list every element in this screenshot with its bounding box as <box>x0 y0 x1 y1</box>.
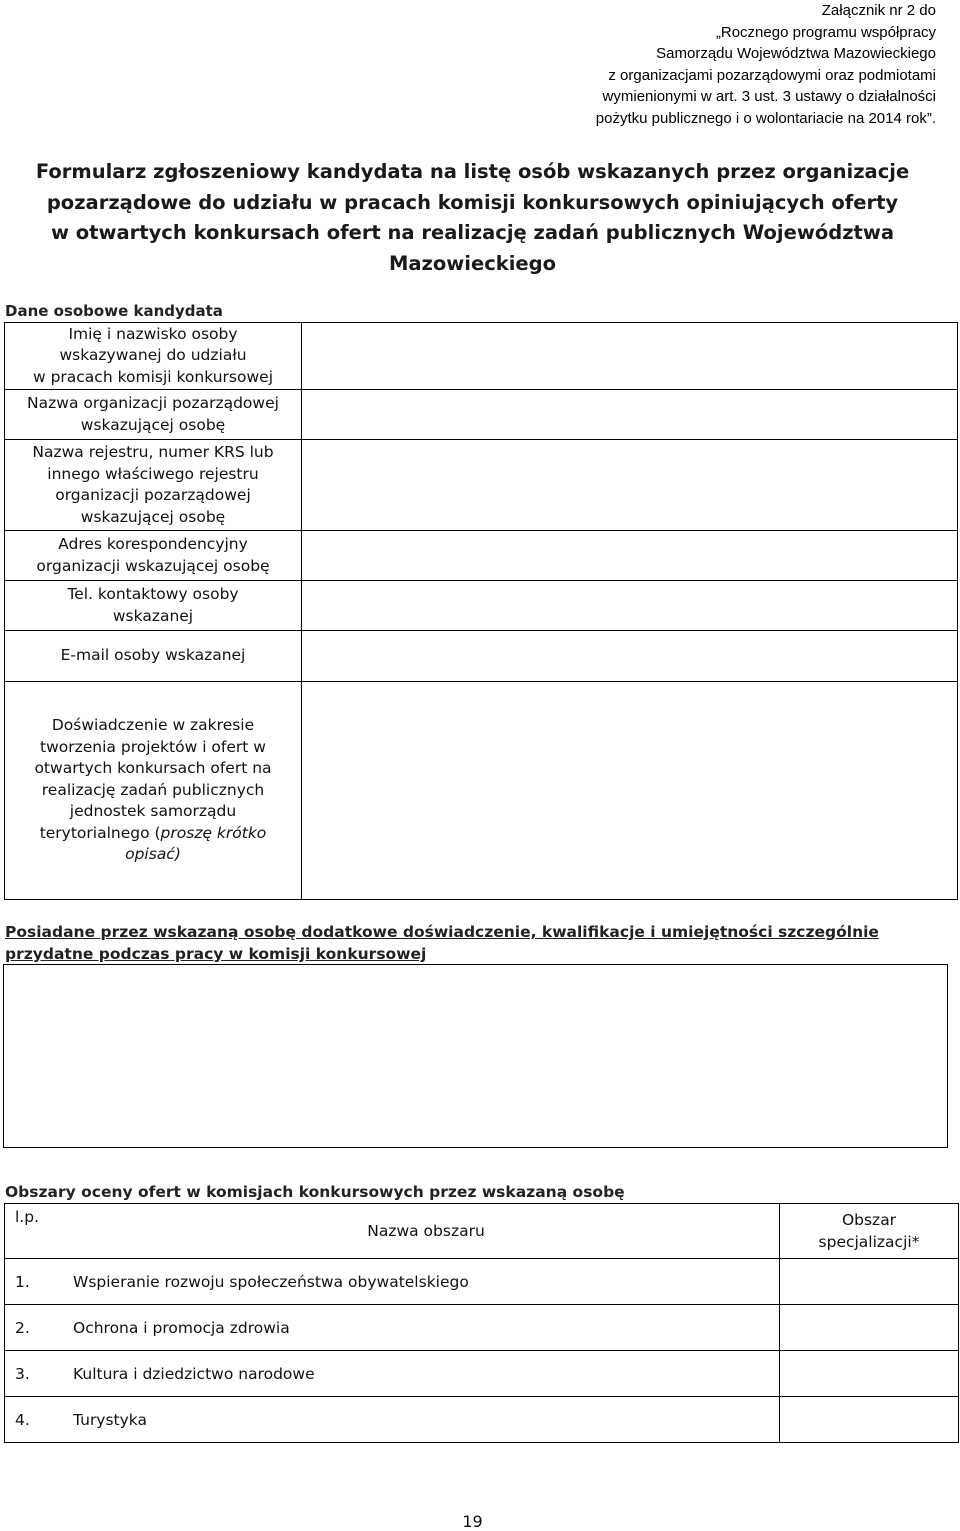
form-title-line: Formularz zgłoszeniowy kandydata na listę osób wskazanych przez organizacje <box>35 160 910 183</box>
table-header-row <box>5 1204 959 1259</box>
column-header-lp: l.p. <box>5 1204 74 1259</box>
field-label-organization <box>5 390 302 440</box>
label-line: Tel. kontaktowy osoby <box>67 585 239 603</box>
label-line: Doświadczenie w zakresie <box>51 716 255 735</box>
field-label-address <box>5 531 302 581</box>
label-line: Nazwa rejestru, numer KRS lub <box>32 443 274 461</box>
heading-line <box>5 921 945 943</box>
additional-skills-field[interactable] <box>3 964 948 1148</box>
table-row <box>5 682 958 900</box>
label-line: wskazanej <box>112 606 194 625</box>
table-row <box>5 1351 959 1397</box>
label-line: realizację zadań publicznych <box>41 780 265 799</box>
label-line: innego właściwego rejestru <box>47 464 259 483</box>
area-name: Turystyka <box>73 1397 780 1443</box>
personal-data-heading: Dane osobowe kandydata <box>5 302 223 320</box>
label-line: Adres korespondencyjny <box>58 535 248 553</box>
field-input-organization[interactable] <box>302 390 958 440</box>
annex-line: Załącznik nr 2 do <box>821 2 936 19</box>
label-line: tworzenia projektów i ofert w <box>40 737 266 756</box>
field-input-name[interactable] <box>302 323 958 390</box>
header-line: Obszar <box>841 1211 897 1229</box>
table-row <box>5 531 958 581</box>
row-number: 3. <box>5 1351 74 1397</box>
column-header-name: Nazwa obszaru <box>73 1204 780 1259</box>
field-input-email[interactable] <box>302 631 958 682</box>
row-number: 4. <box>5 1397 74 1443</box>
column-header-spec <box>780 1204 959 1259</box>
personal-data-table <box>4 322 958 900</box>
table-row <box>5 1305 959 1351</box>
field-label-registry <box>5 440 302 531</box>
heading-line <box>5 943 945 965</box>
page-number: 19 <box>462 1512 483 1531</box>
table-row <box>5 1397 959 1443</box>
field-input-experience[interactable] <box>302 682 958 900</box>
field-input-registry[interactable] <box>302 440 958 531</box>
field-label-name <box>5 323 302 390</box>
label-italic-text: proszę krótko <box>160 823 267 842</box>
form-title-line: w otwartych konkursach ofert na realizację zadań publicznych Województwa <box>50 221 895 244</box>
table-row <box>5 1259 959 1305</box>
form-title-line: pozarządowe do udziału w pracach komisji konkursowych opiniujących oferty <box>46 190 899 214</box>
label-line: E-mail osoby wskazanej <box>60 646 246 665</box>
table-row <box>5 440 958 531</box>
areas-table <box>4 1203 959 1443</box>
areas-heading: Obszary oceny ofert w komisjach konkursowych przez wskazaną osobę <box>5 1183 625 1201</box>
table-row <box>5 631 958 682</box>
spec-checkbox-cell[interactable] <box>780 1259 959 1305</box>
row-number: 1. <box>5 1259 74 1305</box>
label-line: Nazwa organizacji pozarządowej <box>27 394 279 412</box>
label-line: wskazującej osobę <box>80 415 226 434</box>
heading-text: przydatne podczas pracy w komisji konkursowej <box>5 945 427 963</box>
spec-checkbox-cell[interactable] <box>780 1305 959 1351</box>
label-line: organizacji wskazującej osobę <box>36 556 270 575</box>
annex-header <box>516 0 936 130</box>
label-line: otwartych konkursach ofert na <box>34 759 272 778</box>
form-title-line: Mazowieckiego <box>388 251 557 275</box>
annex-line: Samorządu Województwa Mazowieckiego <box>656 45 936 63</box>
annex-line: „Rocznego programu współpracy <box>715 23 936 41</box>
label-line: wskazującej osobę <box>80 507 226 526</box>
annex-line: wymienionymi w art. 3 ust. 3 ustawy o działalności <box>602 88 936 106</box>
row-number: 2. <box>5 1305 74 1351</box>
form-title <box>10 157 935 279</box>
annex-line: z organizacjami pozarządowymi oraz podmiotami <box>608 66 936 84</box>
table-row <box>5 581 958 631</box>
label-line <box>5 823 301 845</box>
table-row <box>5 323 958 390</box>
label-line: w pracach komisji konkursowej <box>32 367 274 386</box>
field-label-experience <box>5 682 302 900</box>
area-name: Wspieranie rozwoju społeczeństwa obywatelskiego <box>73 1259 780 1305</box>
heading-text: Posiadane przez wskazaną osobę dodatkowe doświadczenie, kwalifikacje i umiejętności szczególnie <box>5 923 879 941</box>
label-line: opisać) <box>125 845 181 864</box>
label-line: Imię i nazwisko osoby <box>68 324 238 343</box>
spec-checkbox-cell[interactable] <box>780 1351 959 1397</box>
area-name: Kultura i dziedzictwo narodowe <box>73 1351 780 1397</box>
spec-checkbox-cell[interactable] <box>780 1397 959 1443</box>
header-line: specjalizacji* <box>818 1233 920 1251</box>
field-label-phone <box>5 581 302 631</box>
area-name: Ochrona i promocja zdrowia <box>73 1305 780 1351</box>
additional-skills-heading <box>5 921 945 965</box>
field-label-email <box>5 631 302 682</box>
label-line: organizacji pozarządowej <box>55 486 251 504</box>
label-line: wskazywanej do udziału <box>59 346 247 365</box>
label-text: terytorialnego ( <box>39 823 161 842</box>
table-row <box>5 390 958 440</box>
field-input-phone[interactable] <box>302 581 958 631</box>
annex-line: pożytku publicznego i o wolontariacie na 2014 rok”. <box>595 109 936 127</box>
field-input-address[interactable] <box>302 531 958 581</box>
label-line: jednostek samorządu <box>69 802 237 821</box>
